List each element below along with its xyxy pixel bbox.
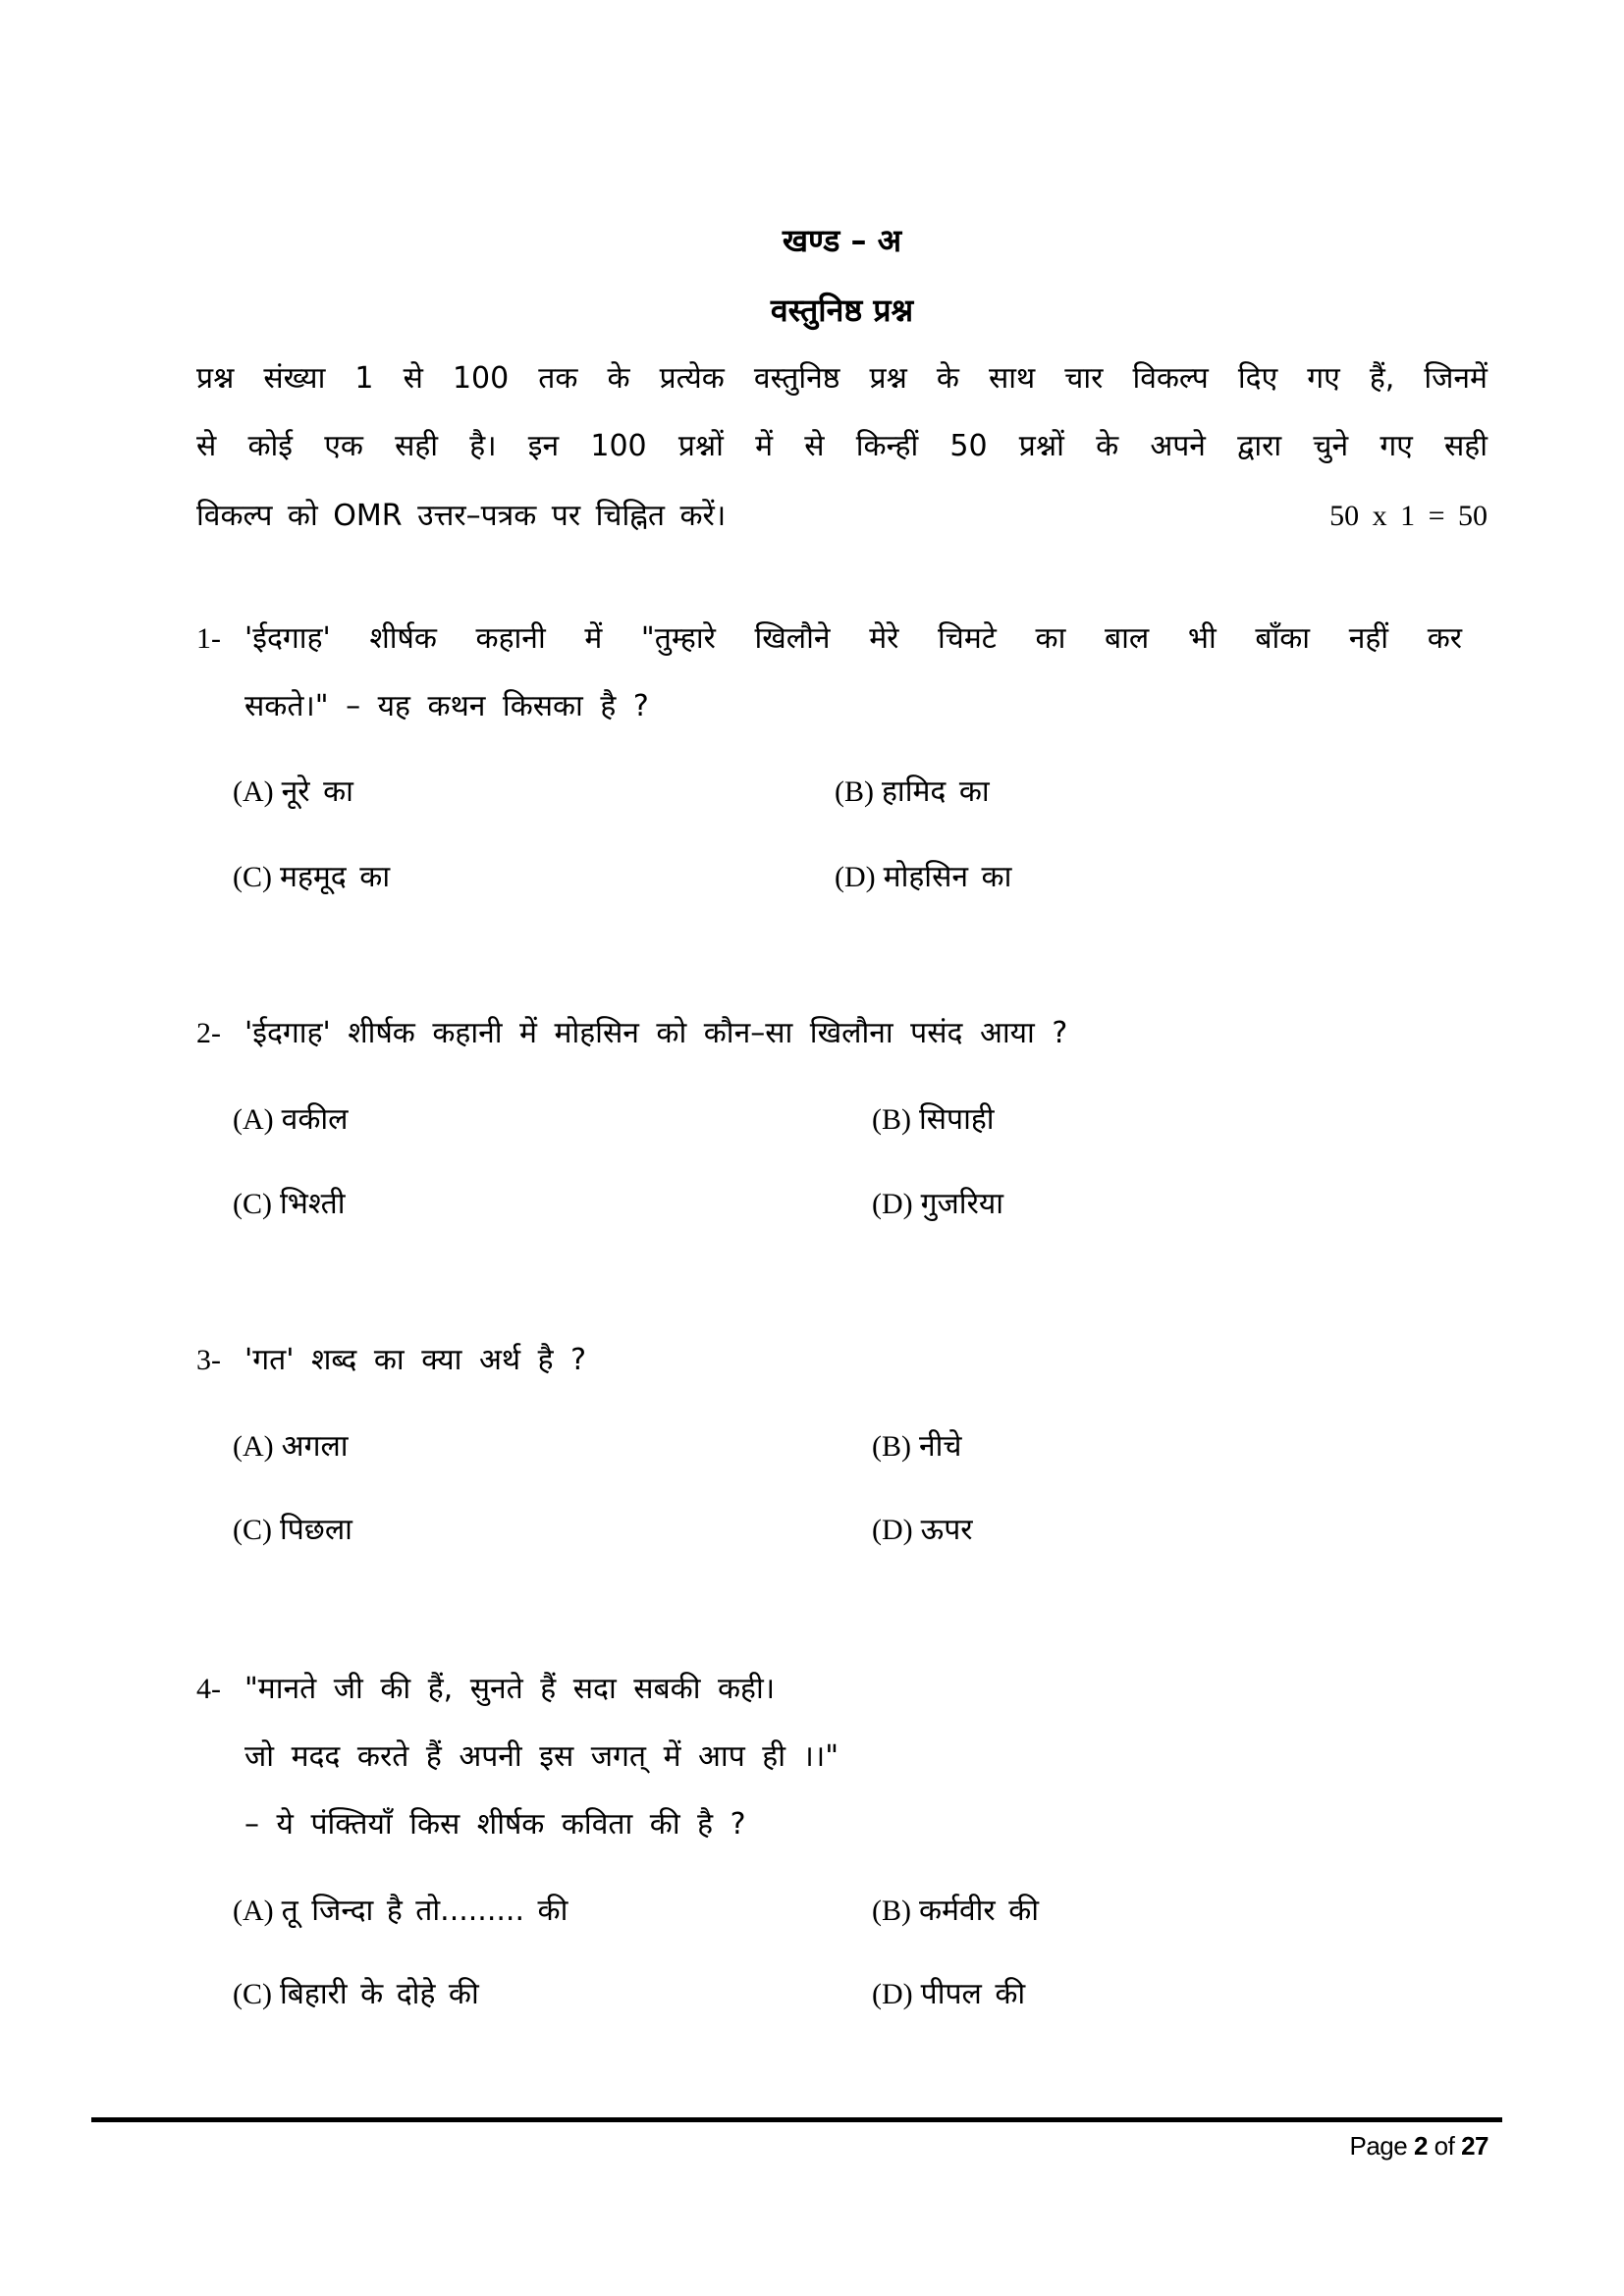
- question-number: 4-: [196, 1673, 221, 1705]
- option-d[interactable]: [835, 856, 1011, 899]
- section-subtitle: वस्तुनिष्ठ प्रश्न: [770, 292, 914, 329]
- option-text: अगला: [281, 1429, 349, 1464]
- option-label: (B): [835, 775, 874, 808]
- option-text: ऊपर: [920, 1513, 973, 1547]
- footer-divider: [91, 2117, 1502, 2122]
- question-verse-line-1: "मानते जी की हैं, सुनते हैं सदा सबकी कही।: [244, 1672, 776, 1706]
- option-a[interactable]: [233, 771, 353, 814]
- option-text: कर्मवीर की: [919, 1894, 1040, 1928]
- option-text: मोहसिन का: [883, 860, 1012, 894]
- page-of: of: [1434, 2131, 1455, 2161]
- option-label: (D): [872, 1514, 913, 1546]
- option-text: महमूद का: [280, 860, 391, 894]
- option-label: (A): [233, 1895, 274, 1927]
- instructions-line-3-text: विकल्प को OMR उत्तर–पत्रक पर चिह्नित करें।: [196, 499, 727, 533]
- option-c[interactable]: [233, 1973, 479, 2016]
- option-label: (C): [233, 1188, 272, 1220]
- section-title: खण्ड – अ: [782, 222, 902, 259]
- option-label: (B): [872, 1103, 911, 1136]
- page-current: 2: [1413, 2131, 1428, 2161]
- option-label: (D): [872, 1188, 913, 1220]
- option-text: नूरे का: [281, 774, 353, 809]
- option-d[interactable]: [872, 1509, 973, 1552]
- option-b[interactable]: [872, 1098, 995, 1142]
- option-text: नीचे: [919, 1429, 962, 1464]
- option-b[interactable]: [872, 1425, 961, 1468]
- page-total: 27: [1461, 2131, 1489, 2161]
- question-text-line-2: सकते।" – यह कथन किसका है ?: [244, 689, 649, 723]
- marks-allocation: 50 x 1 = 50: [1329, 500, 1488, 532]
- instructions-line-1: प्रश्न संख्या 1 से 100 तक के प्रत्येक वस्तुनिष्ठ प्रश्न के साथ चार विकल्प दिए गए हैं, जिनमें: [196, 361, 1488, 396]
- option-text: सिपाही: [919, 1102, 995, 1137]
- option-b[interactable]: [872, 1890, 1039, 1933]
- question-text-line-3: – ये पंक्तियाँ किस शीर्षक कविता की है ?: [244, 1807, 746, 1842]
- option-label: (C): [233, 861, 272, 893]
- instructions-line-3: [196, 495, 1488, 538]
- question-number: 2-: [196, 1017, 221, 1049]
- option-b[interactable]: [835, 771, 990, 814]
- option-a[interactable]: [233, 1425, 349, 1468]
- option-text: गुजरिया: [920, 1187, 1004, 1221]
- page-prefix: Page: [1349, 2131, 1408, 2161]
- option-label: (A): [233, 775, 274, 808]
- page-number: [1349, 2128, 1489, 2163]
- option-label: (A): [233, 1103, 274, 1136]
- question-verse-line-2: जो मदद करते हैं अपनी इस जगत् में आप ही ।।": [244, 1739, 839, 1774]
- option-label: (B): [872, 1895, 911, 1927]
- question-text-line-1: 'ईदगाह' शीर्षक कहानी में "तुम्हारे खिलौने मेरे चिमटे का बाल भी बाँका नहीं कर: [244, 621, 1462, 656]
- question-number: 1-: [196, 622, 221, 655]
- option-label: (B): [872, 1430, 911, 1463]
- option-label: (A): [233, 1430, 274, 1463]
- option-text: भिश्ती: [280, 1187, 346, 1221]
- option-text: पिछला: [280, 1513, 352, 1547]
- option-label: (C): [233, 1514, 272, 1546]
- option-text: तू जिन्दा है तो......... की: [281, 1894, 568, 1928]
- option-c[interactable]: [233, 1183, 345, 1226]
- question-text-line-1: 'ईदगाह' शीर्षक कहानी में मोहसिन को कौन–सा खिलौना पसंद आया ?: [244, 1016, 1068, 1050]
- option-text: वकील: [281, 1102, 349, 1137]
- option-label: (D): [872, 1978, 913, 2010]
- instructions-line-2: से कोई एक सही है। इन 100 प्रश्नों में से किन्हीं 50 प्रश्नों के अपने द्वारा चुने गए सही: [196, 429, 1488, 463]
- option-c[interactable]: [233, 1509, 352, 1552]
- option-d[interactable]: [872, 1973, 1025, 2016]
- option-d[interactable]: [872, 1183, 1003, 1226]
- option-a[interactable]: [233, 1890, 568, 1933]
- question-number: 3-: [196, 1344, 221, 1376]
- question-text-line-1: 'गत' शब्द का क्या अर्थ है ?: [244, 1343, 586, 1377]
- option-label: (C): [233, 1978, 272, 2010]
- option-a[interactable]: [233, 1098, 349, 1142]
- option-c[interactable]: [233, 856, 390, 899]
- option-text: पीपल की: [920, 1977, 1026, 2011]
- option-text: हामिद का: [882, 774, 990, 809]
- option-label: (D): [835, 861, 876, 893]
- option-text: बिहारी के दोहे की: [280, 1977, 479, 2011]
